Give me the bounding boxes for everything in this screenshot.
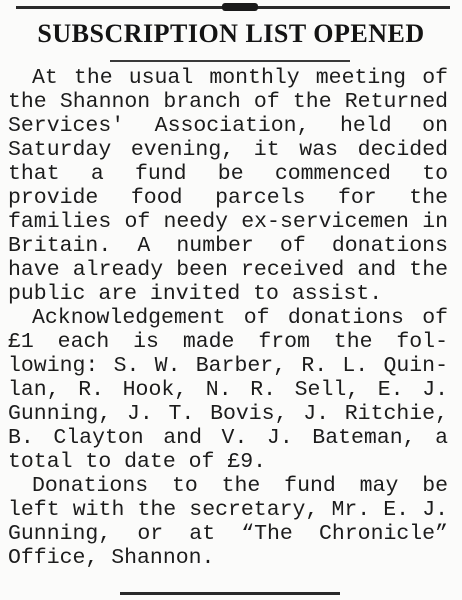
headline-underline-rule: [110, 60, 350, 62]
bottom-rule: [120, 592, 340, 595]
top-rule-ornament: [222, 3, 258, 11]
paragraph-acknowledgement: Acknowledgement of donations of £1 each is made from the following: S. W. Barber, R. L. Quinlan, R. Hook, N. R. Sell, E. J. Gunning, J. T. Bovis, J. Ritchie, B. Clayton and V. J. Bateman, a total to date of £9.: [8, 306, 448, 474]
headline: SUBSCRIPTION LIST OPENED: [37, 19, 425, 48]
paragraph-meeting: At the usual monthly meeting of the Shannon branch of the Returned Services' Association, held on Saturday evening, it was decided that a fund be commenced to provide food parcels for the families of needy ex-servicemen in Britain. A number of donations have already been received and the public are invited to assist.: [8, 66, 448, 306]
article-body: [8, 66, 448, 570]
paragraph-donations: Donations to the fund may be left with the secretary, Mr. E. J. Gunning, or at “The Chronicle” Office, Shannon.: [8, 474, 448, 570]
